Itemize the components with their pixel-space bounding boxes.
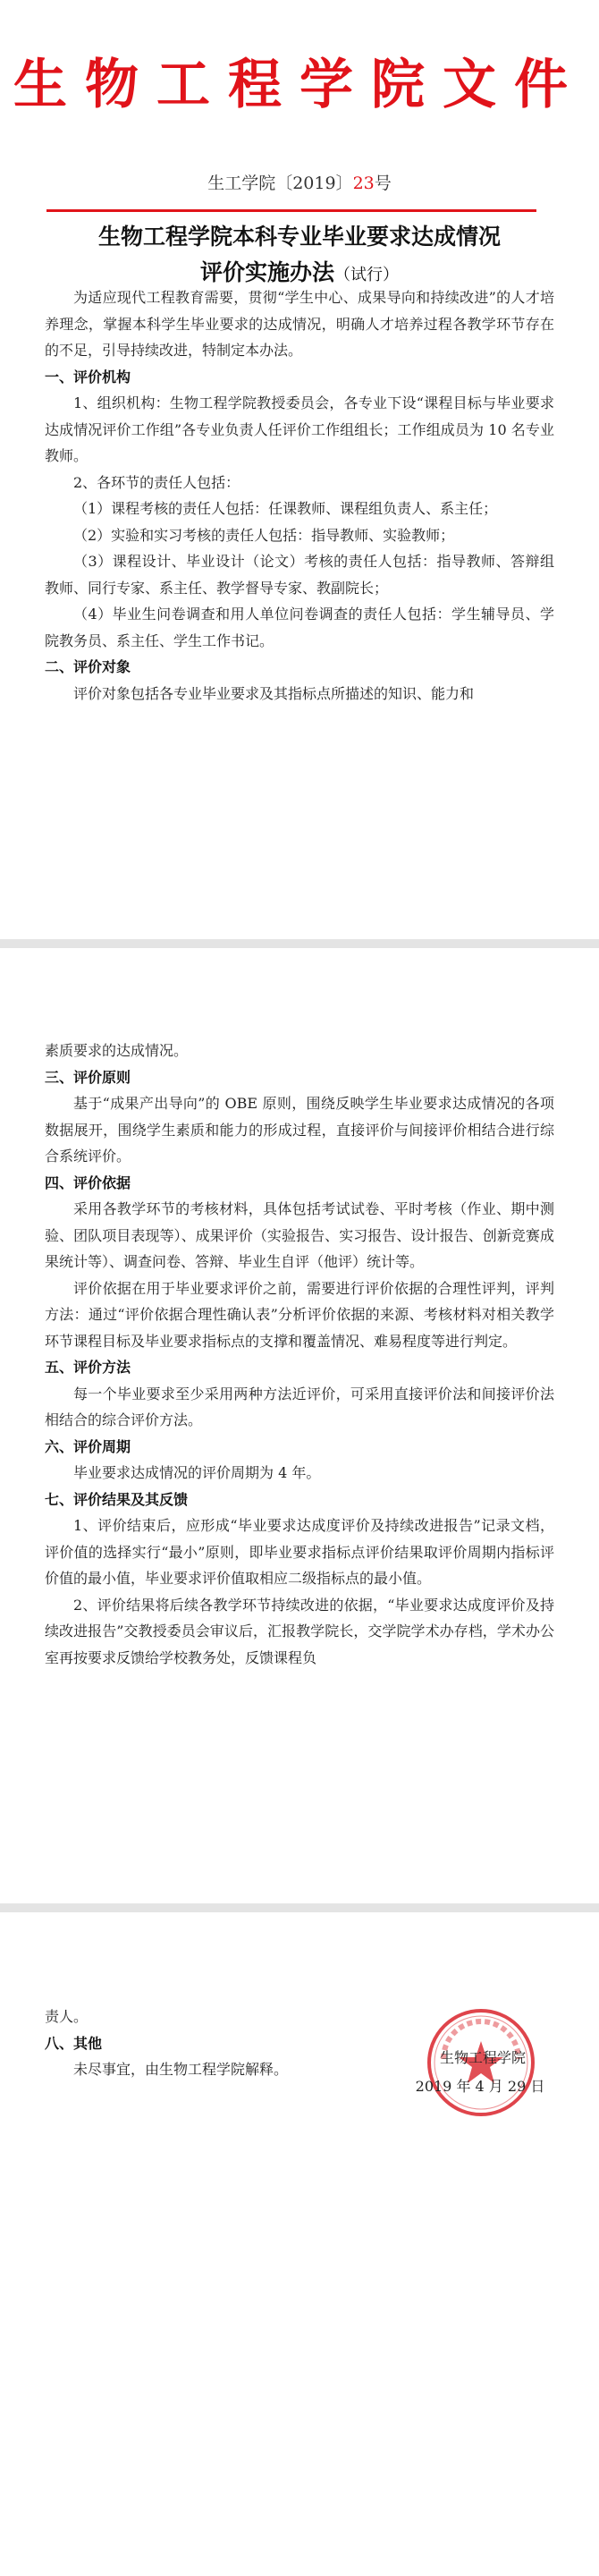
s2-paragraph-1: 评价对象包括各专业毕业要求及其指标点所描述的知识、能力和 xyxy=(73,684,475,702)
s7-paragraph-2: 2、评价结果将后续各教学环节持续改进的依据，“毕业要求达成度评价及持续改进报告”交教授委员会审议后，汇报教学院长，交学院学术办存档，学术办公室再按要求反馈给学校教务处，反馈课程负 xyxy=(45,1596,554,1666)
s4-paragraph-2: 评价依据在用于毕业要求评价之前，需要进行评价依据的合理性评判，评判方法：通过“评价依据合理性确认表”分析评价依据的来源、考核材料对相关教学环节课程目标及毕业要求指标点的支撑和覆盖情况、难易程度等进行判定。 xyxy=(45,1279,554,1350)
document-title xyxy=(0,219,599,293)
s1-item-4: （4）毕业生问卷调查和用人单位问卷调查的责任人包括：学生辅导员、学院教务员、系主任、学生工作书记。 xyxy=(45,606,554,649)
title-trial: （试行） xyxy=(334,266,399,284)
signing-date: 2019 年 4 月 29 日 xyxy=(415,2078,545,2095)
page-separator-2 xyxy=(0,1903,599,1912)
s8-paragraph-1: 未尽事宜，由生物工程学院解释。 xyxy=(73,2061,289,2078)
s4-paragraph-1: 采用各教学环节的考核材料，具体包括考试试卷、平时考核（作业、期中测验、团队项目表现等）、成果评价（实验报告、实习报告、设计报告、创新竞赛成果统计等）、调查问卷、答辩、毕业生自评（他评）统计等。 xyxy=(45,1200,554,1270)
document-header: 生物工程学院文件 xyxy=(13,54,586,116)
page-3-continuation: 责人。 xyxy=(45,2008,89,2025)
red-divider xyxy=(46,209,536,212)
document-number-suffix: 号 xyxy=(374,174,392,193)
s1-paragraph-2: 2、各环节的责任人包括： xyxy=(73,473,240,491)
signing-organization: 生物工程学院 xyxy=(439,2049,526,2066)
page-2-continuation: 素质要求的达成情况。 xyxy=(45,1042,189,1059)
document-number xyxy=(0,170,599,194)
section-heading-1: 一、评价机构 xyxy=(45,368,131,386)
section-heading-2: 二、评价对象 xyxy=(45,658,131,675)
title-line-1: 生物工程学院本科专业毕业要求达成情况 xyxy=(97,224,501,250)
section-heading-7: 七、评价结果及其反馈 xyxy=(45,1490,189,1508)
s1-item-3: （3）课程设计、毕业设计（论文）考核的责任人包括：指导教师、答辩组教师、同行专家、系主任、教学督导专家、教副院长； xyxy=(45,553,554,597)
s3-paragraph-1: 基于“成果产出导向”的 OBE 原则，围绕反映学生毕业要求达成情况的各项数据展开，围绕学生素质和能力的形成过程，直接评价与间接评价相结合进行综合系统评价。 xyxy=(45,1095,554,1165)
page-2-body xyxy=(45,1038,554,1671)
intro-paragraph: 为适应现代工程教育需要，贯彻“学生中心、成果导向和持续改进”的人才培养理念，掌握本科学生毕业要求的达成情况，明确人才培养过程各教学环节存在的不足，引导持续改进，特制定本办法。 xyxy=(45,289,554,359)
page-separator-1 xyxy=(0,939,599,948)
section-heading-8: 八、其他 xyxy=(45,2034,103,2052)
section-heading-6: 六、评价周期 xyxy=(45,1437,131,1455)
s7-paragraph-1: 1、评价结束后，应形成“毕业要求达成度评价及持续改进报告”记录文档，评价值的选择实行“最小”原则，即毕业要求指标点评价结果取评价周期内指标评价值的最小值，毕业要求评价值取相应二级指标点的最小值。 xyxy=(45,1517,554,1587)
section-heading-5: 五、评价方法 xyxy=(45,1359,131,1376)
page-1-body xyxy=(45,284,554,707)
document-number-prefix: 生工学院〔2019〕 xyxy=(207,174,353,193)
s5-paragraph-1: 每一个毕业要求至少采用两种方法近评价，可采用直接评价法和间接评价法相结合的综合评价方法。 xyxy=(45,1385,554,1428)
title-main: 评价实施办法 xyxy=(199,259,334,285)
s1-item-1: （1）课程考核的责任人包括：任课教师、课程组负责人、系主任； xyxy=(73,500,498,517)
s6-paragraph-1: 毕业要求达成情况的评价周期为 4 年。 xyxy=(73,1464,321,1481)
s1-item-2: （2）实验和实习考核的责任人包括：指导教师、实验教师； xyxy=(73,526,455,544)
section-heading-4: 四、评价依据 xyxy=(45,1174,131,1191)
s1-paragraph-1: 1、组织机构：生物工程学院教授委员会，各专业下设“课程目标与毕业要求达成情况评价工作组”各专业负责人任评价工作组组长；工作组成员为 10 名专业教师。 xyxy=(45,394,554,464)
section-heading-3: 三、评价原则 xyxy=(45,1068,131,1086)
document-number-value: 23 xyxy=(352,174,375,193)
